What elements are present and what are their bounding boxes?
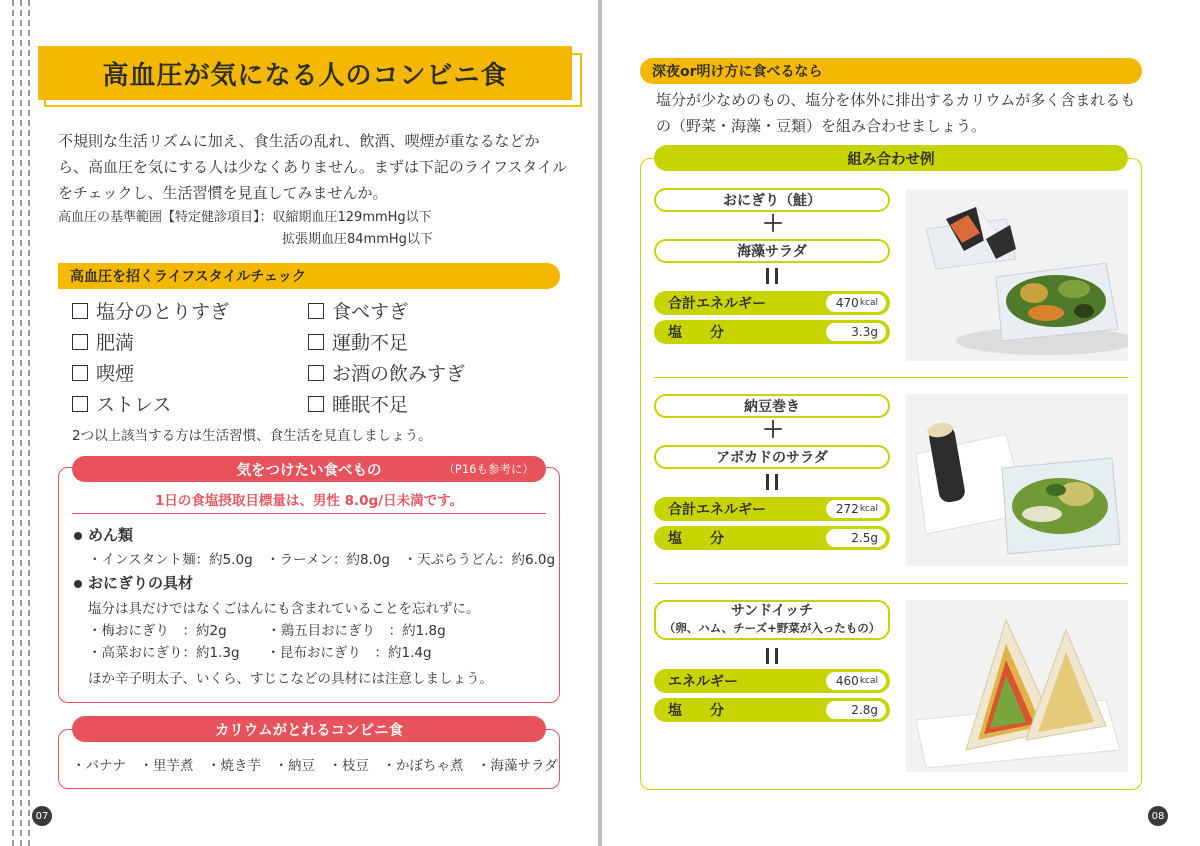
checklist-item[interactable]: 肥満: [72, 329, 308, 354]
checklist-item[interactable]: お酒の飲みすぎ: [308, 360, 528, 385]
salt-value: 2.5g: [826, 529, 886, 547]
page-spine: [598, 0, 602, 846]
noodles-category: めん類: [74, 524, 133, 545]
energy-row: エネルギー 460 kcal: [654, 669, 890, 693]
divider: [654, 377, 1128, 378]
checklist-item[interactable]: 塩分のとりすぎ: [72, 298, 308, 323]
noodles-salt-line: ・インスタント麺：約5.0g ・ラーメン：約8.0g ・天ぷらうどん：約6.0g: [88, 552, 556, 568]
energy-row: 合計エネルギー 470 kcal: [654, 291, 890, 315]
salt-value: 2.8g: [826, 701, 886, 719]
binding-line: [12, 0, 14, 846]
checkbox[interactable]: [308, 365, 324, 381]
intro-text: 不規則な生活リズムに加え、食生活の乱れ、飲酒、喫煙が重なるなどから、高血圧を気にする人は少なくありません。まずは下記のライフスタイルをチェックし、生活習慣を見直してみませんか。: [58, 132, 568, 202]
checkbox[interactable]: [308, 396, 324, 412]
checkbox[interactable]: [72, 303, 88, 319]
page-number: 08: [1148, 806, 1168, 826]
onigiri-line: ・梅おにぎり ：約2g ・鶏五目おにぎり ：約1.8g: [88, 623, 446, 639]
onigiri-category: おにぎりの具材: [74, 572, 193, 593]
onigiri-line: ほか辛子明太子、いくら、すじこなどの具材には注意しましょう。: [88, 671, 493, 687]
salt-row: 塩 分 3.3g: [654, 320, 890, 344]
lifestyle-heading: 高血圧を招くライフスタイルチェック: [58, 263, 560, 289]
salt-row: 塩 分 2.8g: [654, 698, 890, 722]
combo-item: おにぎり（鮭）: [654, 188, 890, 212]
combo-examples-heading: 組み合わせ例: [654, 145, 1128, 171]
equals-icon: [766, 648, 778, 664]
energy-value: 470 kcal: [826, 294, 886, 312]
checklist-item[interactable]: 喫煙: [72, 360, 308, 385]
bp-standard-line1: 高血圧の基準範囲【特定健診項目】：収縮期血圧129mmHg以下: [58, 210, 432, 225]
kalium-foods-list: ・バナナ ・里芋煮 ・焼き芋 ・納豆 ・枝豆 ・かぼちゃ煮 ・海藻サラダ: [72, 758, 558, 774]
page-title: 高血圧が気になる人のコンビニ食: [102, 60, 508, 91]
page-title-bar: [38, 46, 572, 100]
care-foods-title: 気をつけたい食べもの: [236, 462, 382, 479]
care-foods-reference: （P16も参考に）: [443, 462, 534, 476]
onigiri-line: ・高菜おにぎり：約1.3g ・昆布おにぎり ：約1.4g: [88, 645, 432, 661]
energy-row: 合計エネルギー 272 kcal: [654, 497, 890, 521]
checklist-item[interactable]: ストレス: [72, 391, 308, 416]
energy-value: 460 kcal: [826, 672, 886, 690]
checkbox[interactable]: [308, 303, 324, 319]
onigiri-line: 塩分は具だけではなくごはんにも含まれていることを忘れずに。: [88, 601, 480, 617]
natto-roll-salad-photo: [906, 394, 1128, 566]
energy-value: 272 kcal: [826, 500, 886, 518]
bp-standard-line2: 拡張期血圧84mmHg以下: [282, 232, 433, 247]
bullet-icon: [74, 580, 82, 588]
combo-item: 海藻サラダ: [654, 239, 890, 263]
equals-icon: [766, 474, 778, 490]
bp-standard: [58, 207, 433, 251]
divider: [72, 513, 546, 514]
sandwich-photo: [906, 600, 1128, 772]
salt-goal-text: 1日の食塩摂取目標量は、男性 8.0g/日未満です。: [154, 493, 464, 509]
binding-line: [20, 0, 22, 846]
checkbox[interactable]: [308, 334, 324, 350]
checklist-item[interactable]: 食べすぎ: [308, 298, 528, 323]
kalium-foods-heading: カリウムがとれるコンビニ食: [72, 716, 546, 742]
onigiri-salad-photo: [906, 189, 1128, 361]
late-night-text: 塩分が少なめのもの、塩分を体外に排出するカリウムが多く含まれるもの（野菜・海藻・豆類）を組み合わせましょう。: [656, 91, 1136, 135]
combo-item: サンドイッチ （卵、ハム、チーズ+野菜が入ったもの）: [654, 600, 890, 640]
salt-value: 3.3g: [826, 323, 886, 341]
combo-item: アボカドのサラダ: [654, 445, 890, 469]
checklist-note: 2つ以上該当する方は生活習慣、食生活を見直しましょう。: [72, 428, 432, 444]
salt-row: 塩 分 2.5g: [654, 526, 890, 550]
care-foods-heading: [72, 456, 546, 482]
page-number: 07: [32, 806, 52, 826]
late-night-heading: 深夜or明け方に食べるなら: [640, 58, 1142, 84]
checkbox[interactable]: [72, 365, 88, 381]
checkbox[interactable]: [72, 396, 88, 412]
combo-item: 納豆巻き: [654, 394, 890, 418]
plus-icon: ＋: [762, 418, 785, 443]
lifestyle-checklist: [72, 298, 532, 416]
bullet-icon: [74, 532, 82, 540]
binding-line: [28, 0, 30, 846]
divider: [654, 583, 1128, 584]
plus-icon: ＋: [762, 212, 785, 237]
equals-icon: [766, 268, 778, 284]
checklist-item[interactable]: 睡眠不足: [308, 391, 528, 416]
checkbox[interactable]: [72, 334, 88, 350]
checklist-item[interactable]: 運動不足: [308, 329, 528, 354]
